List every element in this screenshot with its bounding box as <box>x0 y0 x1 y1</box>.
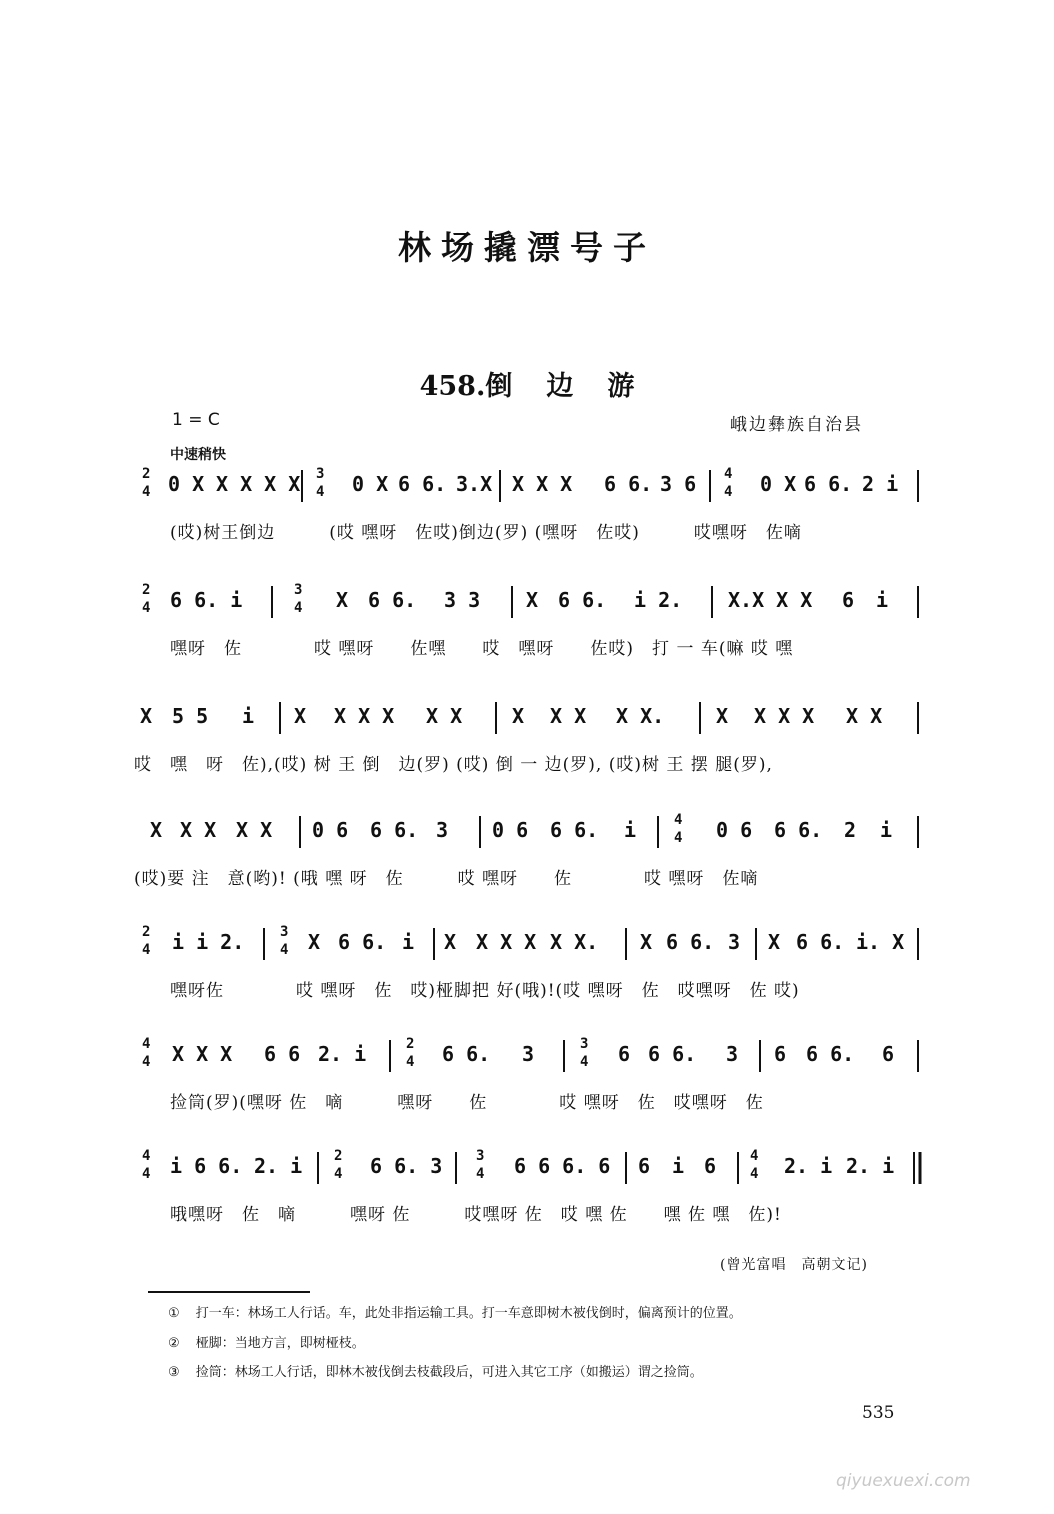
lyric-line: 嘿呀佐 哎 嘿呀 佐 哎)桠脚把 好(哦)!(哎 嘿呀 佐 哎嘿呀 佐 哎) <box>170 981 800 1001</box>
song-region: 峨边彝族自治县 <box>730 415 863 435</box>
credit-line: (曾光富唱 高朝文记) <box>720 1257 868 1273</box>
watermark: qiyuexuexi.com <box>836 1471 971 1491</box>
page-number: 535 <box>862 1403 895 1423</box>
song-title-part-1: 倒 <box>485 371 513 402</box>
notation-render: 2 4 i i 2. 3 4 X 6 6. i X X X X X X. X 6 6. 3 X 6 6. i. X <box>142 924 905 958</box>
footnote-1 <box>168 1302 742 1321</box>
footnote-mark: ① <box>168 1306 180 1321</box>
notation-render: 2 4 0 X X X X X 3 4 0 X 6 6. 3.X X X X 6 6. 3 6 4 4 0 X 6 6. 2 i <box>142 466 899 500</box>
notation-render: X X X X X 0 6 6 6. 3 0 6 6 6. i 4 4 0 6 6 6. 2 i <box>150 812 893 846</box>
notation-render: 4 4 X X X 6 6 2. i 2 4 6 6. 3 3 4 6 6 6. 3 6 6 6. 6 <box>142 1036 895 1070</box>
lyric-line: (哎)树王倒边 (哎 嘿呀 佐哎)倒边(罗) (嘿呀 佐哎) 哎嘿呀 佐嘀 <box>170 523 802 543</box>
footnote-text: 桠脚：当地方言，即树桠枝。 <box>195 1336 365 1351</box>
song-title-part-3: 游 <box>607 371 635 402</box>
tempo-marking: 中速稍快 <box>170 447 226 463</box>
footnote-mark: ③ <box>168 1365 180 1380</box>
footnote-3 <box>168 1361 703 1380</box>
footnote-divider <box>148 1291 310 1293</box>
section-title: 林场撬漂号子 <box>398 228 656 267</box>
song-number: 458. <box>419 371 486 402</box>
song-title-part-2: 边 <box>546 371 574 402</box>
lyric-line: 哦嘿呀 佐 嘀 嘿呀 佐 哎嘿呀 佐 哎 嘿 佐 嘿 佐 嘿 佐)! <box>170 1205 782 1225</box>
footnote-text: 打一车：林场工人行话。车，此处非指运输工具。打一车意即树木被伐倒时，偏离预计的位置。 <box>195 1306 742 1321</box>
notation-render: X 5 5 i X X X X X X X X X X X. X X X X X X <box>140 704 883 728</box>
song-title <box>0 364 1054 403</box>
lyric-line: 捡筒(罗)(嘿呀 佐 嘀 嘿呀 佐 哎 嘿呀 佐 哎嘿呀 佐 <box>170 1093 764 1113</box>
footnote-text: 捡筒：林场工人行话，即林木被伐倒去枝截段后，可进入其它工序（如搬运）谓之捡筒。 <box>195 1365 703 1380</box>
key-signature: 1 = C <box>172 410 220 430</box>
lyric-line: 哎 嘿 呀 佐),(哎) 树 王 倒 边(罗) (哎) 倒 一 边(罗), (哎)树 王 摆 腿(罗), <box>134 755 773 775</box>
footnote-mark: ② <box>168 1336 180 1351</box>
notation-render: 2 4 6 6. i 3 4 X 6 6. 3 3 X 6 6. i 2. X.X X X 6 i <box>142 582 889 616</box>
notation-render: 4 4 i 6 6. 2. i 2 4 6 6. 3 3 4 6 6 6. 6 6 i 6 4 4 2. i 2. i <box>142 1148 895 1182</box>
lyric-line: (哎)要 注 意(哟)! (哦 嘿 呀 佐 哎 嘿呀 佐 哎 嘿呀 佐嘀 <box>134 869 759 889</box>
footnote-2 <box>168 1332 365 1351</box>
lyric-line: 嘿呀 佐 哎 嘿呀 佐嘿 哎 嘿呀 佐哎) 打 一 车(嘛 哎 嘿 <box>170 639 794 659</box>
